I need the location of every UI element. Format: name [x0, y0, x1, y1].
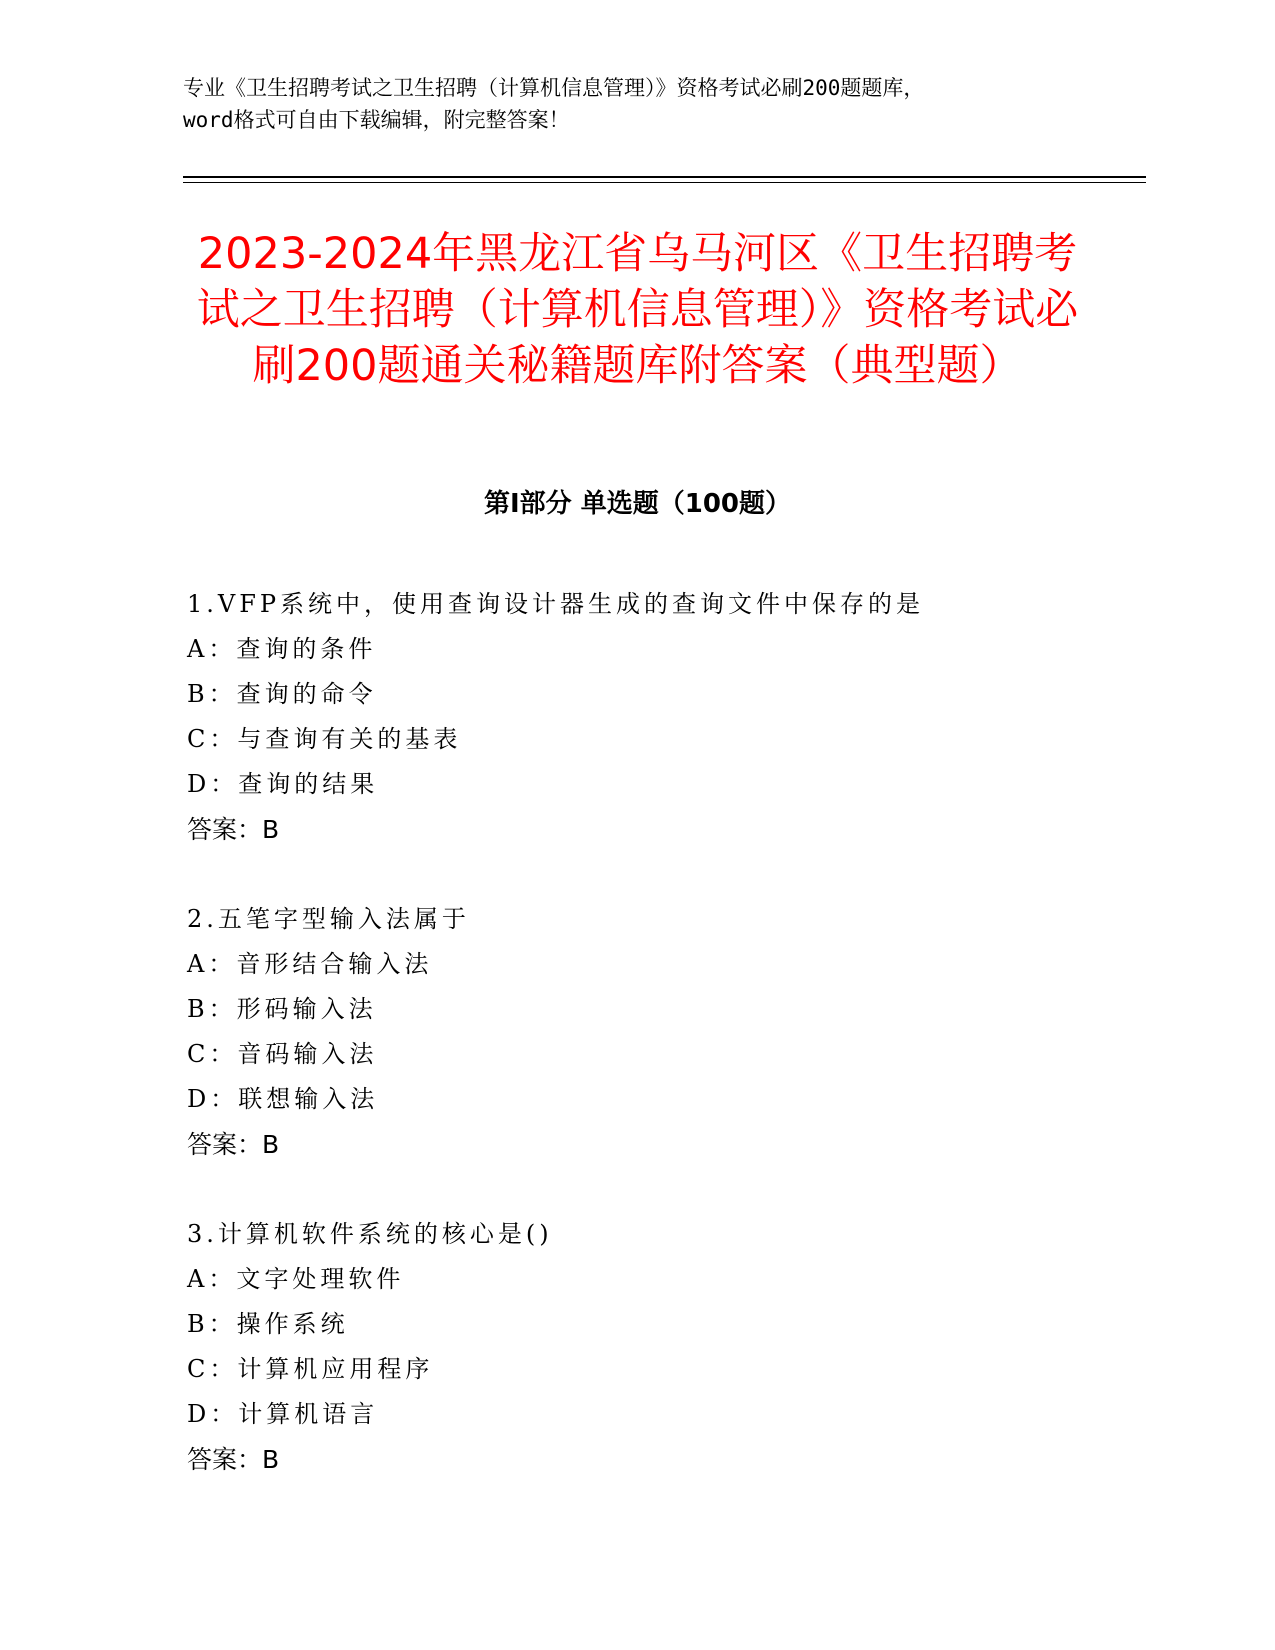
- question-item: [187, 1212, 1087, 1482]
- option-d: D：查询的结果: [187, 770, 379, 798]
- question-stem: 3.计算机软件系统的核心是(): [187, 1220, 553, 1248]
- option-a: A：查询的条件: [187, 635, 377, 663]
- option-a: A：音形结合输入法: [187, 950, 433, 978]
- answer-line: 答案：B: [187, 1130, 280, 1159]
- option-c: C：音码输入法: [187, 1040, 378, 1068]
- question-item: [187, 897, 1087, 1167]
- option-c: C：与查询有关的基表: [187, 725, 462, 753]
- question-list: [187, 582, 1087, 1527]
- option-c: C：计算机应用程序: [187, 1355, 434, 1383]
- option-a: A：文字处理软件: [187, 1265, 405, 1293]
- header-divider-thin: [183, 182, 1146, 183]
- question-item: [187, 582, 1087, 852]
- option-b: B：形码输入法: [187, 995, 377, 1023]
- answer-line: 答案：B: [187, 1445, 280, 1474]
- option-d: D：计算机语言: [187, 1400, 379, 1428]
- option-d: D：联想输入法: [187, 1085, 379, 1113]
- document-title: 2023-2024年黑龙江省乌马河区《卫生招聘考试之卫生招聘（计算机信息管理）》资格考试必刷200题通关秘籍题库附答案（典型题）: [196, 229, 1079, 391]
- answer-line: 答案：B: [187, 815, 280, 844]
- question-stem: 1.VFP系统中，使用查询设计器生成的查询文件中保存的是: [187, 590, 925, 618]
- option-b: B：操作系统: [187, 1310, 349, 1338]
- header-note: [183, 72, 1083, 136]
- section-title: 第I部分 单选题（100题）: [484, 489, 791, 519]
- header-note-line-2: word格式可自由下载编辑，附完整答案！: [183, 108, 570, 132]
- header-divider-thick: [183, 176, 1146, 178]
- header-note-line-1: 专业《卫生招聘考试之卫生招聘（计算机信息管理）》资格考试必刷200题题库，: [183, 76, 925, 100]
- option-b: B：查询的命令: [187, 680, 377, 708]
- question-stem: 2.五笔字型输入法属于: [187, 905, 470, 933]
